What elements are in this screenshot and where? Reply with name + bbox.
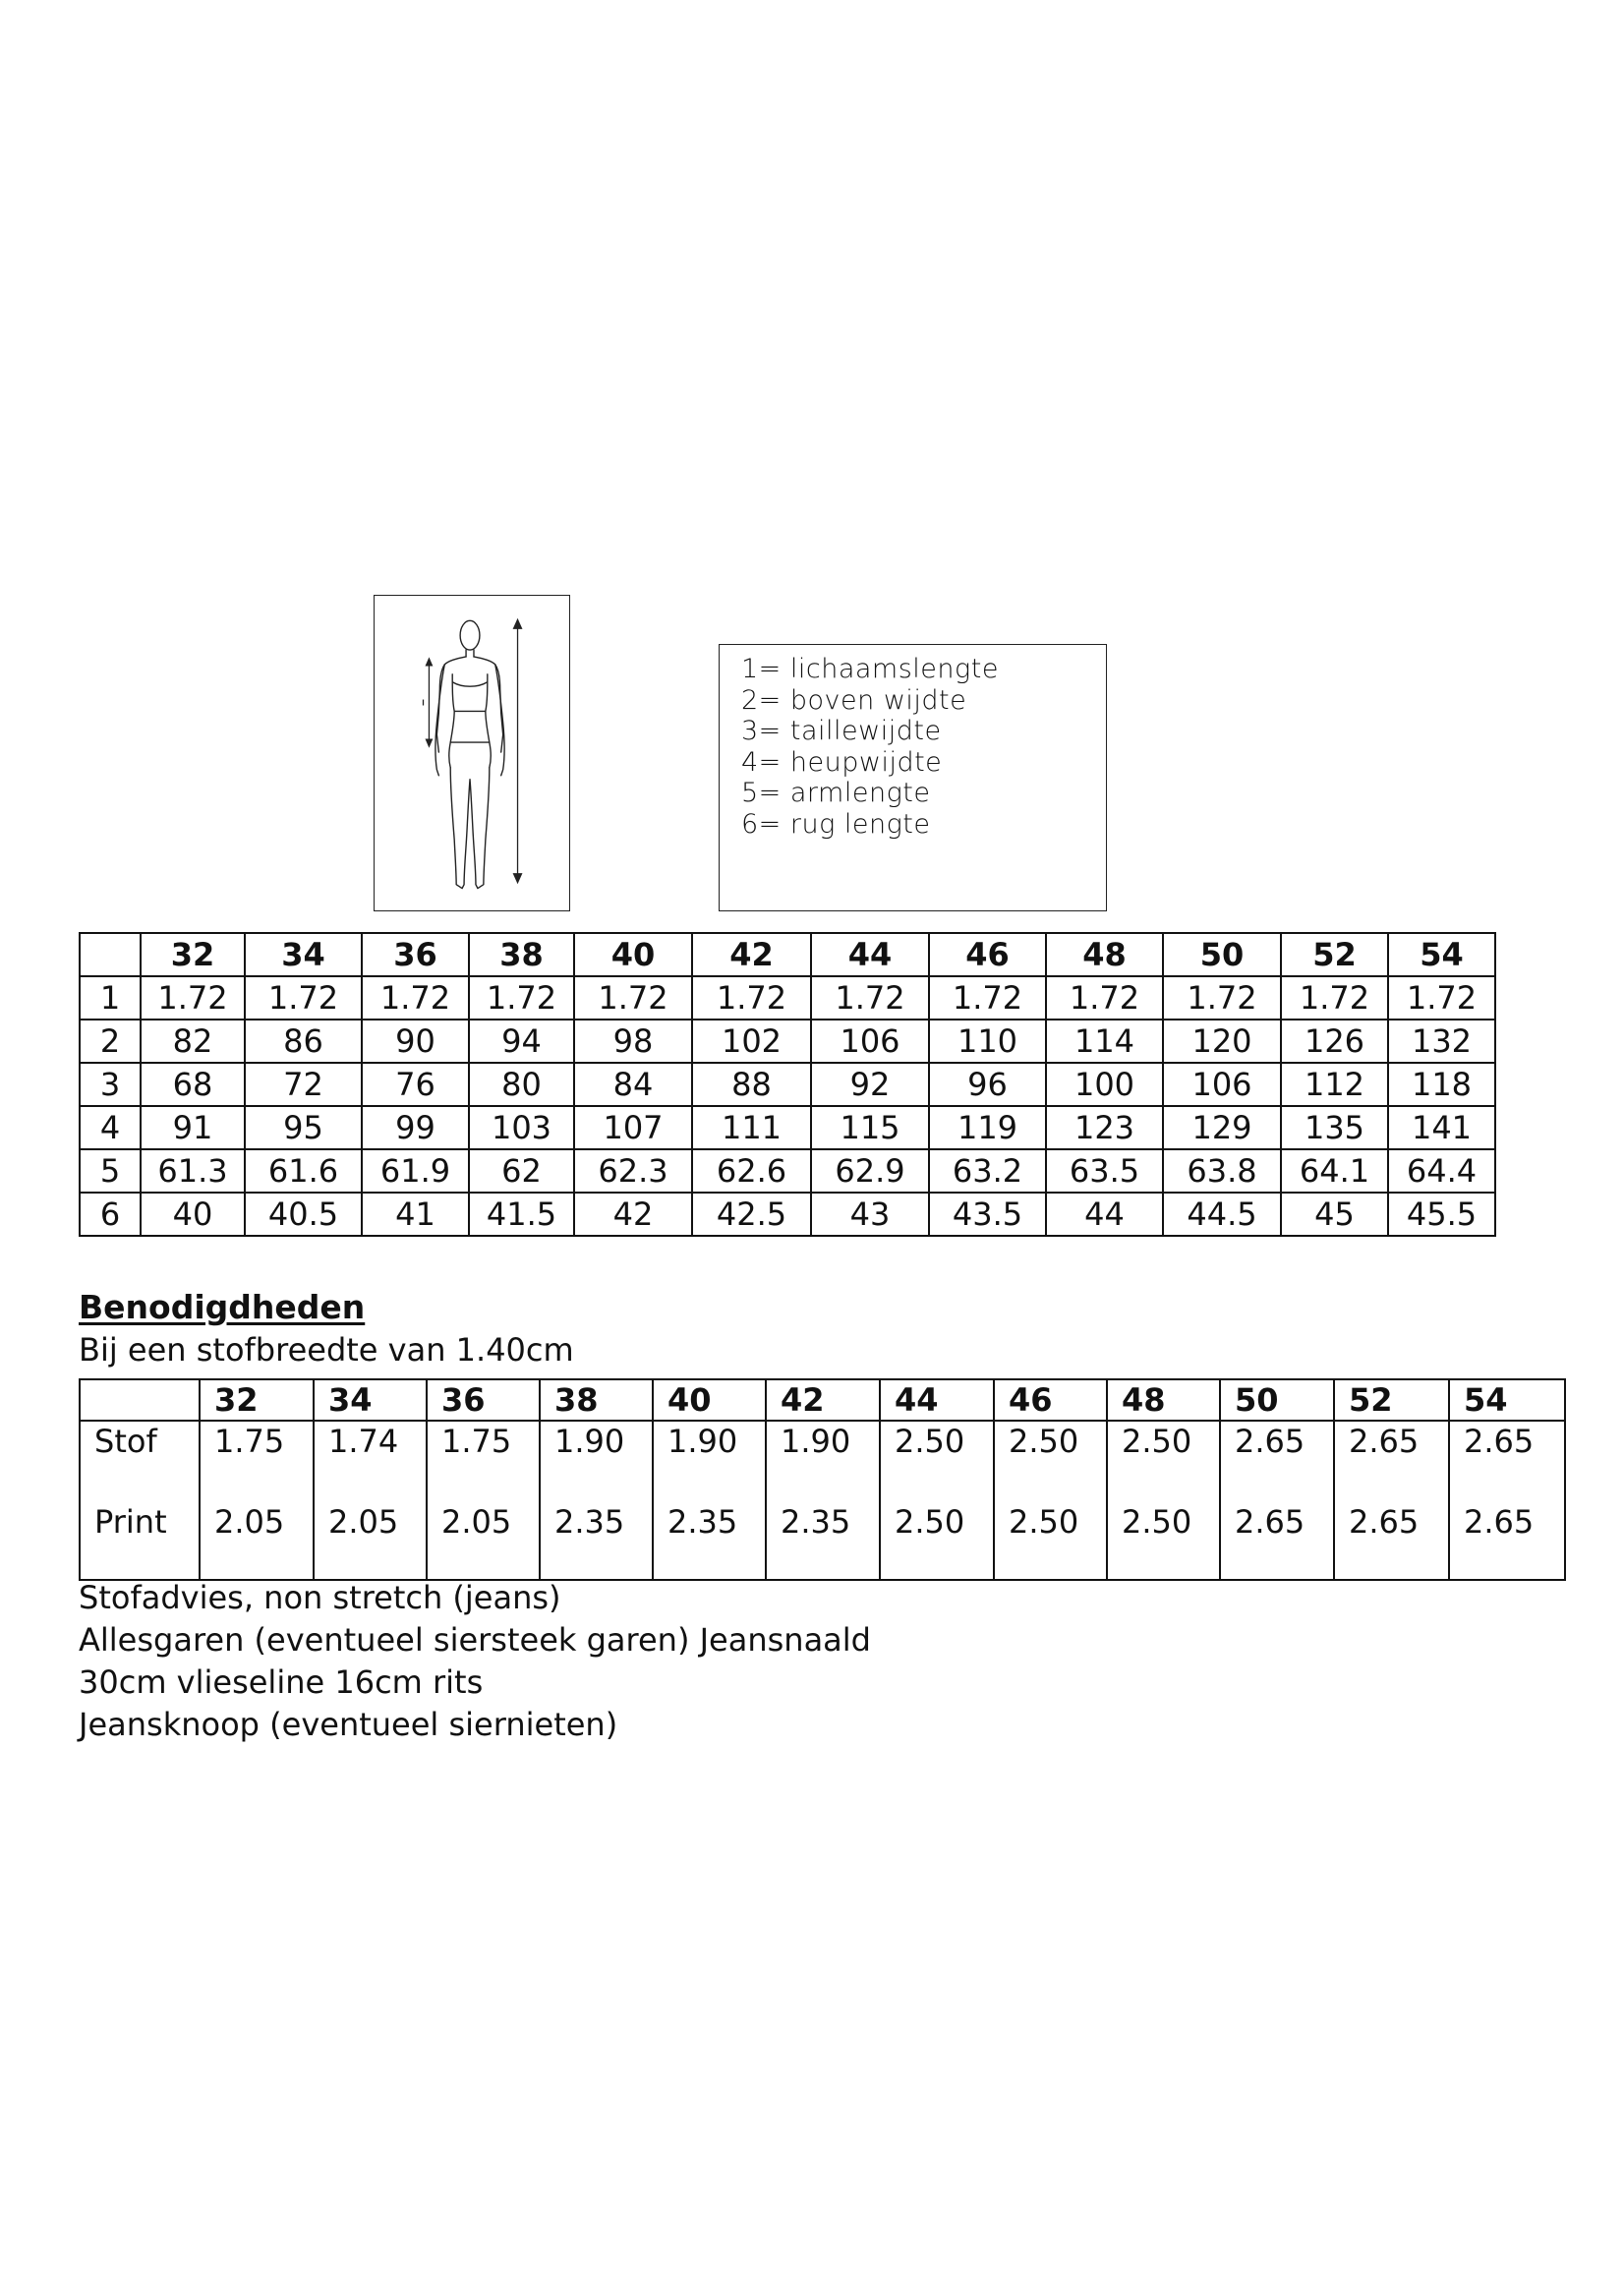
table-cell: 110 <box>929 1020 1046 1063</box>
row-label: 6 <box>80 1193 141 1236</box>
table-cell: 63.2 <box>929 1149 1046 1193</box>
row-label: 1 <box>80 976 141 1020</box>
table-cell: 1.72 <box>1388 976 1495 1020</box>
table-cell: 2.05 <box>200 1502 314 1580</box>
table-cell: 1.72 <box>1163 976 1281 1020</box>
table-cell: 64.4 <box>1388 1149 1495 1193</box>
table-row <box>80 1149 1495 1193</box>
table-cell: 112 <box>1281 1063 1388 1106</box>
table-cell: 76 <box>362 1063 469 1106</box>
table-cell: 91 <box>141 1106 245 1149</box>
table-cell: 2.65 <box>1334 1421 1449 1502</box>
table-cell: 99 <box>362 1106 469 1149</box>
size-header: 48 <box>1046 933 1163 976</box>
fabric-width-note: Bij een stofbreedte van 1.40cm <box>79 1331 574 1369</box>
size-header: 48 <box>1107 1379 1220 1421</box>
legend-item: 1= lichaamslengte <box>741 654 999 684</box>
table-cell: 96 <box>929 1063 1046 1106</box>
legend-item: 4= heupwijdte <box>741 746 943 778</box>
table-cell: 1.72 <box>811 976 929 1020</box>
table-cell: 1.72 <box>692 976 811 1020</box>
table-cell: 2.50 <box>994 1421 1107 1502</box>
table-header-row <box>80 1379 1565 1421</box>
table-cell: 41.5 <box>469 1193 574 1236</box>
note-item: Allesgaren (eventueel siersteek garen) Jeansnaald <box>79 1621 871 1659</box>
note-item: 30cm vlieseline 16cm rits <box>79 1663 484 1701</box>
table-row <box>80 1421 1565 1502</box>
table-cell: 1.72 <box>929 976 1046 1020</box>
table-cell: 82 <box>141 1020 245 1063</box>
size-header: 46 <box>929 933 1046 976</box>
size-header: 38 <box>469 933 574 976</box>
table-row <box>80 1502 1565 1580</box>
size-header: 54 <box>1388 933 1495 976</box>
table-cell: 68 <box>141 1063 245 1106</box>
table-cell: 43 <box>811 1193 929 1236</box>
table-cell: 63.8 <box>1163 1149 1281 1193</box>
table-cell: 45.5 <box>1388 1193 1495 1236</box>
table-cell: 80 <box>469 1063 574 1106</box>
table-row <box>80 1193 1495 1236</box>
table-cell: 1.72 <box>362 976 469 1020</box>
size-header: 40 <box>653 1379 766 1421</box>
table-cell: 111 <box>692 1106 811 1149</box>
table-cell: 1.90 <box>766 1421 880 1502</box>
table-cell: 135 <box>1281 1106 1388 1149</box>
table-cell: 100 <box>1046 1063 1163 1106</box>
table-cell: 2.50 <box>1107 1502 1220 1580</box>
note-item: Stofadvies, non stretch (jeans) <box>79 1579 561 1616</box>
table-cell: 44.5 <box>1163 1193 1281 1236</box>
table-cell: 61.3 <box>141 1149 245 1193</box>
table-cell: 2.05 <box>314 1502 427 1580</box>
table-cell: 106 <box>1163 1063 1281 1106</box>
table-cell: 114 <box>1046 1020 1163 1063</box>
table-cell: 1.72 <box>469 976 574 1020</box>
table-cell: 64.1 <box>1281 1149 1388 1193</box>
size-header: 36 <box>427 1379 540 1421</box>
row-label: 2 <box>80 1020 141 1063</box>
table-cell: 95 <box>245 1106 362 1149</box>
legend-item: 5= armlengte <box>741 778 931 808</box>
table-cell: 123 <box>1046 1106 1163 1149</box>
row-label: 3 <box>80 1063 141 1106</box>
size-header: 38 <box>540 1379 653 1421</box>
row-label: 5 <box>80 1149 141 1193</box>
table-cell: 1.90 <box>653 1421 766 1502</box>
table-header-row <box>80 933 1495 976</box>
table-cell: 2.50 <box>880 1421 994 1502</box>
table-cell: 2.65 <box>1220 1502 1334 1580</box>
legend-item: 3= taillewijdte <box>741 716 942 746</box>
table-cell: 126 <box>1281 1020 1388 1063</box>
table-cell: 88 <box>692 1063 811 1106</box>
table-row <box>80 1063 1495 1106</box>
table-cell: 118 <box>1388 1063 1495 1106</box>
table-cell: 43.5 <box>929 1193 1046 1236</box>
table-cell: 1.72 <box>574 976 692 1020</box>
size-header: 32 <box>141 933 245 976</box>
table-cell: 103 <box>469 1106 574 1149</box>
size-header: 34 <box>245 933 362 976</box>
size-header: 42 <box>692 933 811 976</box>
supplies-notes <box>79 1577 871 1746</box>
size-header: 34 <box>314 1379 427 1421</box>
table-cell: 72 <box>245 1063 362 1106</box>
note-item: Jeansknoop (eventueel siernieten) <box>79 1706 618 1743</box>
table-cell: 94 <box>469 1020 574 1063</box>
table-cell: 141 <box>1388 1106 1495 1149</box>
table-cell: 2.35 <box>766 1502 880 1580</box>
table-cell: 1.75 <box>200 1421 314 1502</box>
table-cell: 84 <box>574 1063 692 1106</box>
table-cell: 61.9 <box>362 1149 469 1193</box>
human-figure-icon <box>375 596 569 910</box>
row-label: 4 <box>80 1106 141 1149</box>
measurement-legend <box>719 644 1107 911</box>
legend-item: 2= boven wijdte <box>741 684 967 716</box>
table-cell: 62.9 <box>811 1149 929 1193</box>
size-header: 32 <box>200 1379 314 1421</box>
table-cell: 115 <box>811 1106 929 1149</box>
table-corner-cell <box>80 933 141 976</box>
table-cell: 2.65 <box>1449 1421 1565 1502</box>
size-header: 50 <box>1163 933 1281 976</box>
size-header: 52 <box>1281 933 1388 976</box>
table-cell: 2.05 <box>427 1502 540 1580</box>
table-cell: 129 <box>1163 1106 1281 1149</box>
table-cell: 1.72 <box>141 976 245 1020</box>
table-row <box>80 1020 1495 1063</box>
table-cell: 86 <box>245 1020 362 1063</box>
table-cell: 1.75 <box>427 1421 540 1502</box>
table-cell: 1.90 <box>540 1421 653 1502</box>
body-measurement-figure <box>374 595 570 911</box>
table-cell: 63.5 <box>1046 1149 1163 1193</box>
table-cell: 1.72 <box>1281 976 1388 1020</box>
table-corner-cell <box>80 1379 200 1421</box>
table-cell: 41 <box>362 1193 469 1236</box>
table-cell: 2.65 <box>1449 1502 1565 1580</box>
table-row <box>80 976 1495 1020</box>
table-cell: 2.35 <box>540 1502 653 1580</box>
table-cell: 40.5 <box>245 1193 362 1236</box>
table-cell: 106 <box>811 1020 929 1063</box>
table-cell: 132 <box>1388 1020 1495 1063</box>
table-cell: 1.72 <box>1046 976 1163 1020</box>
size-header: 50 <box>1220 1379 1334 1421</box>
table-row <box>80 1106 1495 1149</box>
table-cell: 2.65 <box>1220 1421 1334 1502</box>
size-header: 44 <box>811 933 929 976</box>
supplies-title: Benodigdheden <box>79 1288 366 1326</box>
table-cell: 92 <box>811 1063 929 1106</box>
table-cell: 2.35 <box>653 1502 766 1580</box>
table-cell: 90 <box>362 1020 469 1063</box>
row-label: Print <box>80 1502 200 1580</box>
table-cell: 62 <box>469 1149 574 1193</box>
table-cell: 44 <box>1046 1193 1163 1236</box>
table-cell: 62.3 <box>574 1149 692 1193</box>
fabric-requirements-table <box>79 1378 1566 1581</box>
table-cell: 119 <box>929 1106 1046 1149</box>
size-header: 40 <box>574 933 692 976</box>
table-cell: 40 <box>141 1193 245 1236</box>
table-cell: 120 <box>1163 1020 1281 1063</box>
size-header: 46 <box>994 1379 1107 1421</box>
table-cell: 1.72 <box>245 976 362 1020</box>
table-cell: 1.74 <box>314 1421 427 1502</box>
table-cell: 62.6 <box>692 1149 811 1193</box>
table-cell: 42.5 <box>692 1193 811 1236</box>
table-cell: 2.50 <box>880 1502 994 1580</box>
table-cell: 2.50 <box>994 1502 1107 1580</box>
table-cell: 45 <box>1281 1193 1388 1236</box>
table-cell: 61.6 <box>245 1149 362 1193</box>
size-header: 44 <box>880 1379 994 1421</box>
table-cell: 42 <box>574 1193 692 1236</box>
row-label: Stof <box>80 1421 200 1502</box>
table-cell: 107 <box>574 1106 692 1149</box>
table-cell: 102 <box>692 1020 811 1063</box>
table-cell: 2.50 <box>1107 1421 1220 1502</box>
table-cell: 98 <box>574 1020 692 1063</box>
legend-item: 6= rug lengte <box>741 808 931 840</box>
size-header: 36 <box>362 933 469 976</box>
size-header: 52 <box>1334 1379 1449 1421</box>
size-header: 54 <box>1449 1379 1565 1421</box>
table-cell: 2.65 <box>1334 1502 1449 1580</box>
size-measurement-table <box>79 932 1496 1237</box>
size-header: 42 <box>766 1379 880 1421</box>
